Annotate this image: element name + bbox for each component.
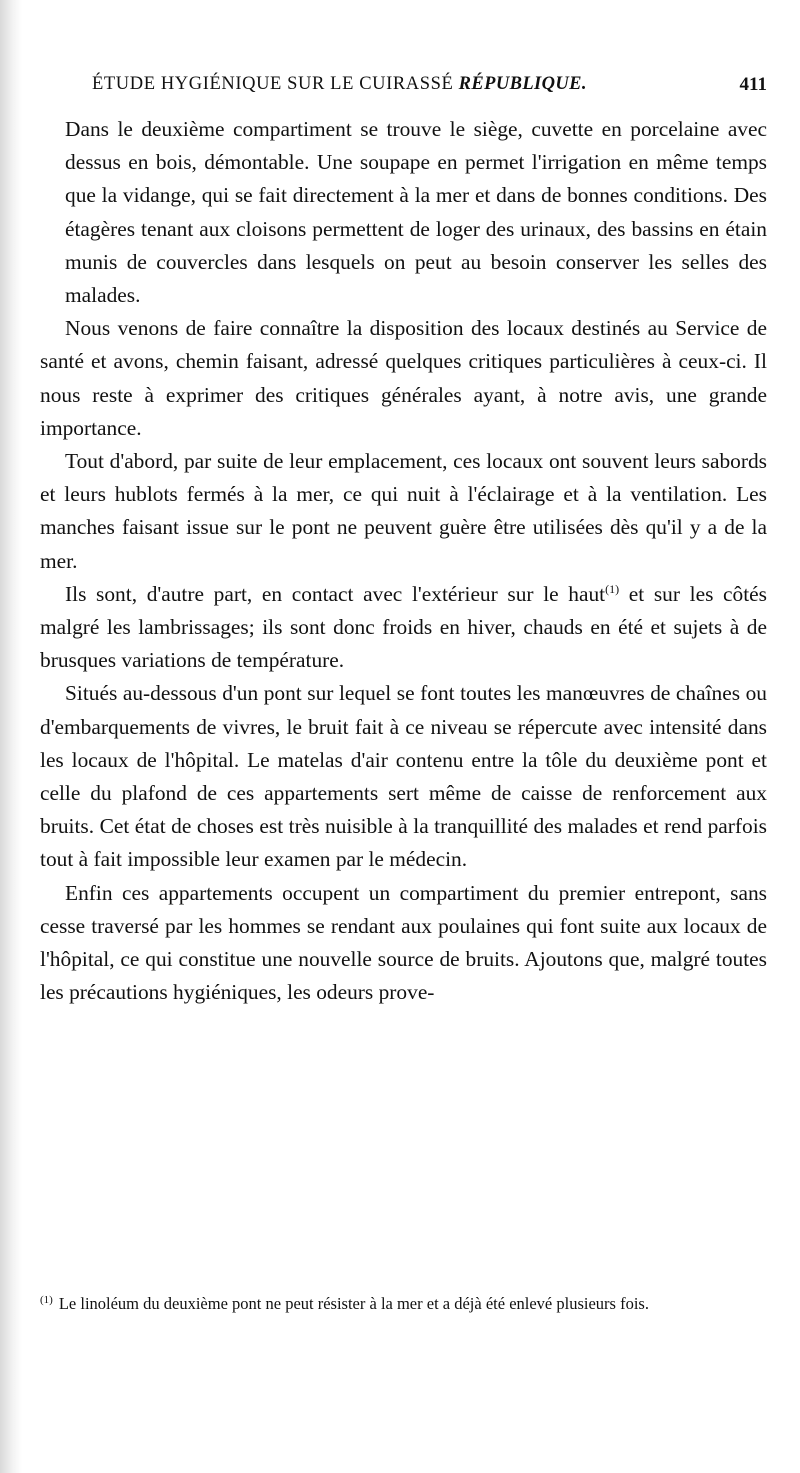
body-text bbox=[40, 113, 767, 1009]
paragraph-3: Tout d'abord, par suite de leur emplacement, ces locaux ont souvent leurs sabords et leurs hublots fermés à la mer, ce qui nuit à l'éclairage et à la ventilation. Les manches faisant issue sur le pont ne peuvent guère être utilisées dès qu'il y a de la mer. bbox=[40, 449, 767, 573]
footnote-mark: (1) bbox=[40, 1293, 53, 1306]
page-number: 411 bbox=[739, 74, 767, 95]
scan-page-edge bbox=[0, 0, 22, 1473]
running-title bbox=[92, 74, 587, 95]
footnote-text: Le linoléum du deuxième pont ne peut résister à la mer et a déjà été enlevé plusieurs fois. bbox=[58, 1294, 649, 1313]
paragraph-4-end: et sur les côtés malgré les lambrissages; ils sont donc froids en hiver, chauds en été et sujets à de brusques variations de température. bbox=[40, 581, 767, 673]
running-title-text: ÉTUDE HYGIÉNIQUE SUR LE CUIRASSÉ bbox=[92, 74, 454, 94]
paragraph-4-start: Ils sont, d'autre part, en contact avec l'extérieur sur le haut bbox=[65, 581, 606, 606]
ship-name: RÉPUBLIQUE. bbox=[458, 74, 587, 94]
page-header bbox=[40, 74, 767, 104]
paragraph-6: Enfin ces appartements occupent un compartiment du premier entrepont, sans cesse traversé par les hommes se rendant aux poulaines qui font suite aux locaux de l'hôpital, ce qui constitue une nouvelle source de bruits. Ajoutons que, malgré toutes les précautions hygiéniques, les odeurs prove- bbox=[40, 880, 767, 1005]
paragraph-5: Situés au-dessous d'un pont sur lequel se font toutes les manœuvres de chaînes ou d'embarquements de vivres, le bruit fait à ce niveau se répercute avec intensité dans les locaux de l'hôpital. Le matelas d'air contenu entre la tôle du deuxième pont et celle du plafond de ces appartements sert même de caisse de renforcement aux bruits. Cet état de choses est très nuisible à la tranquillité des malades et rend parfois tout à fait impossible leur examen par le médecin. bbox=[40, 681, 767, 872]
footnote bbox=[40, 1290, 767, 1317]
paragraph-1: Dans le deuxième compartiment se trouve le siège, cuvette en porcelaine avec dessus en bois, démontable. Une soupape en permet l'irrigation en même temps que la vidange, qui se fait directement à la mer et dans de bonnes conditions. Des étagères tenant aux cloisons permettent de loger des urinaux, des bassins en étain munis de couvercles dans lesquels on peut au besoin conserver les selles des malades. bbox=[65, 117, 767, 308]
paragraph-2: Nous venons de faire connaître la disposition des locaux destinés au Service de santé et avons, chemin faisant, adressé quelques critiques particulières à ceux-ci. Il nous reste à exprimer des critiques générales ayant, à notre avis, une grande importance. bbox=[40, 316, 767, 440]
paragraph-4 bbox=[40, 578, 767, 678]
footnote-reference: (1) bbox=[605, 581, 620, 596]
